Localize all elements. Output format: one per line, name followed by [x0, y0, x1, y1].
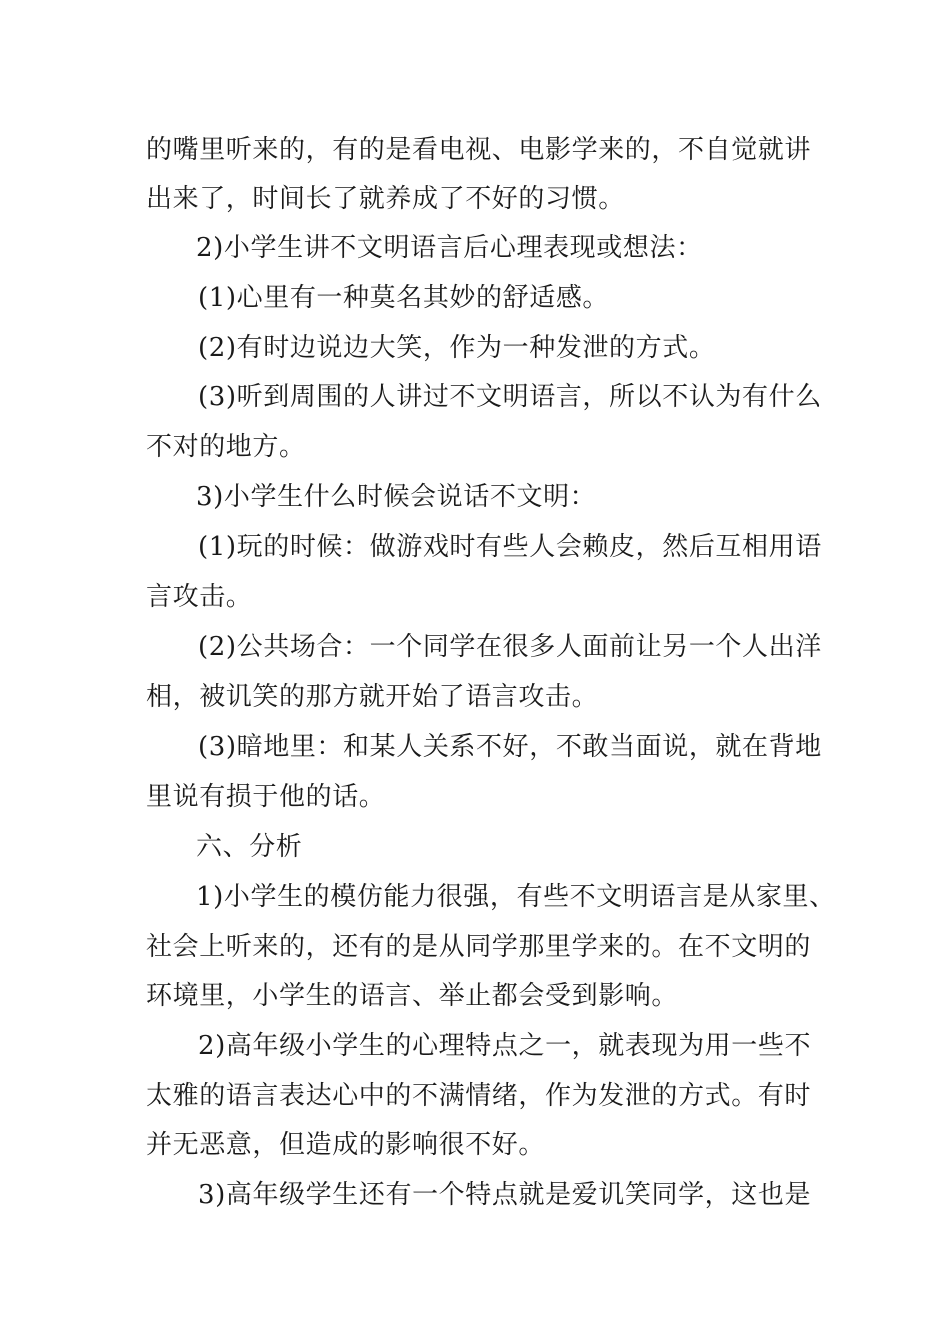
text-line: 环境里，小学生的语言、举止都会受到影响。: [146, 981, 679, 1011]
text-line: 不对的地方。: [146, 432, 306, 462]
text-line: (1)玩的时候：做游戏时有些人会赖皮，然后互相用语: [198, 532, 822, 562]
text-line: 太雅的语言表达心中的不满情绪，作为发泄的方式。有时: [146, 1081, 812, 1111]
text-line: 并无恶意，但造成的影响很不好。: [146, 1130, 546, 1160]
text-line: (2)公共场合：一个同学在很多人面前让另一个人出洋: [198, 632, 822, 662]
section-heading: 六、分析: [196, 832, 303, 862]
text-line: (1)心里有一种莫名其妙的舒适感。: [198, 283, 610, 313]
text-line: (3)暗地里：和某人关系不好，不敢当面说，就在背地: [198, 732, 822, 762]
text-line: (3)听到周围的人讲过不文明语言，所以不认为有什么: [198, 382, 822, 412]
text-line: 2)小学生讲不文明语言后心理表现或想法：: [196, 233, 703, 263]
text-line: 3)高年级学生还有一个特点就是爱讥笑同学，这也是: [198, 1180, 812, 1210]
text-line: 社会上听来的，还有的是从同学那里学来的。在不文明的: [146, 932, 812, 962]
text-line: 1)小学生的模仿能力很强，有些不文明语言是从家里、: [196, 882, 836, 912]
text-line: 出来了，时间长了就养成了不好的习惯。: [146, 184, 625, 214]
text-line: 2)高年级小学生的心理特点之一，就表现为用一些不: [198, 1031, 812, 1061]
text-line: 里说有损于他的话。: [146, 782, 386, 812]
text-line: 言攻击。: [146, 582, 253, 612]
text-line: 的嘴里听来的，有的是看电视、电影学来的，不自觉就讲: [146, 135, 812, 165]
text-line: 相，被讥笑的那方就开始了语言攻击。: [146, 682, 599, 712]
text-line: (2)有时边说边大笑，作为一种发泄的方式。: [198, 333, 716, 363]
text-line: 3)小学生什么时候会说话不文明：: [196, 482, 597, 512]
